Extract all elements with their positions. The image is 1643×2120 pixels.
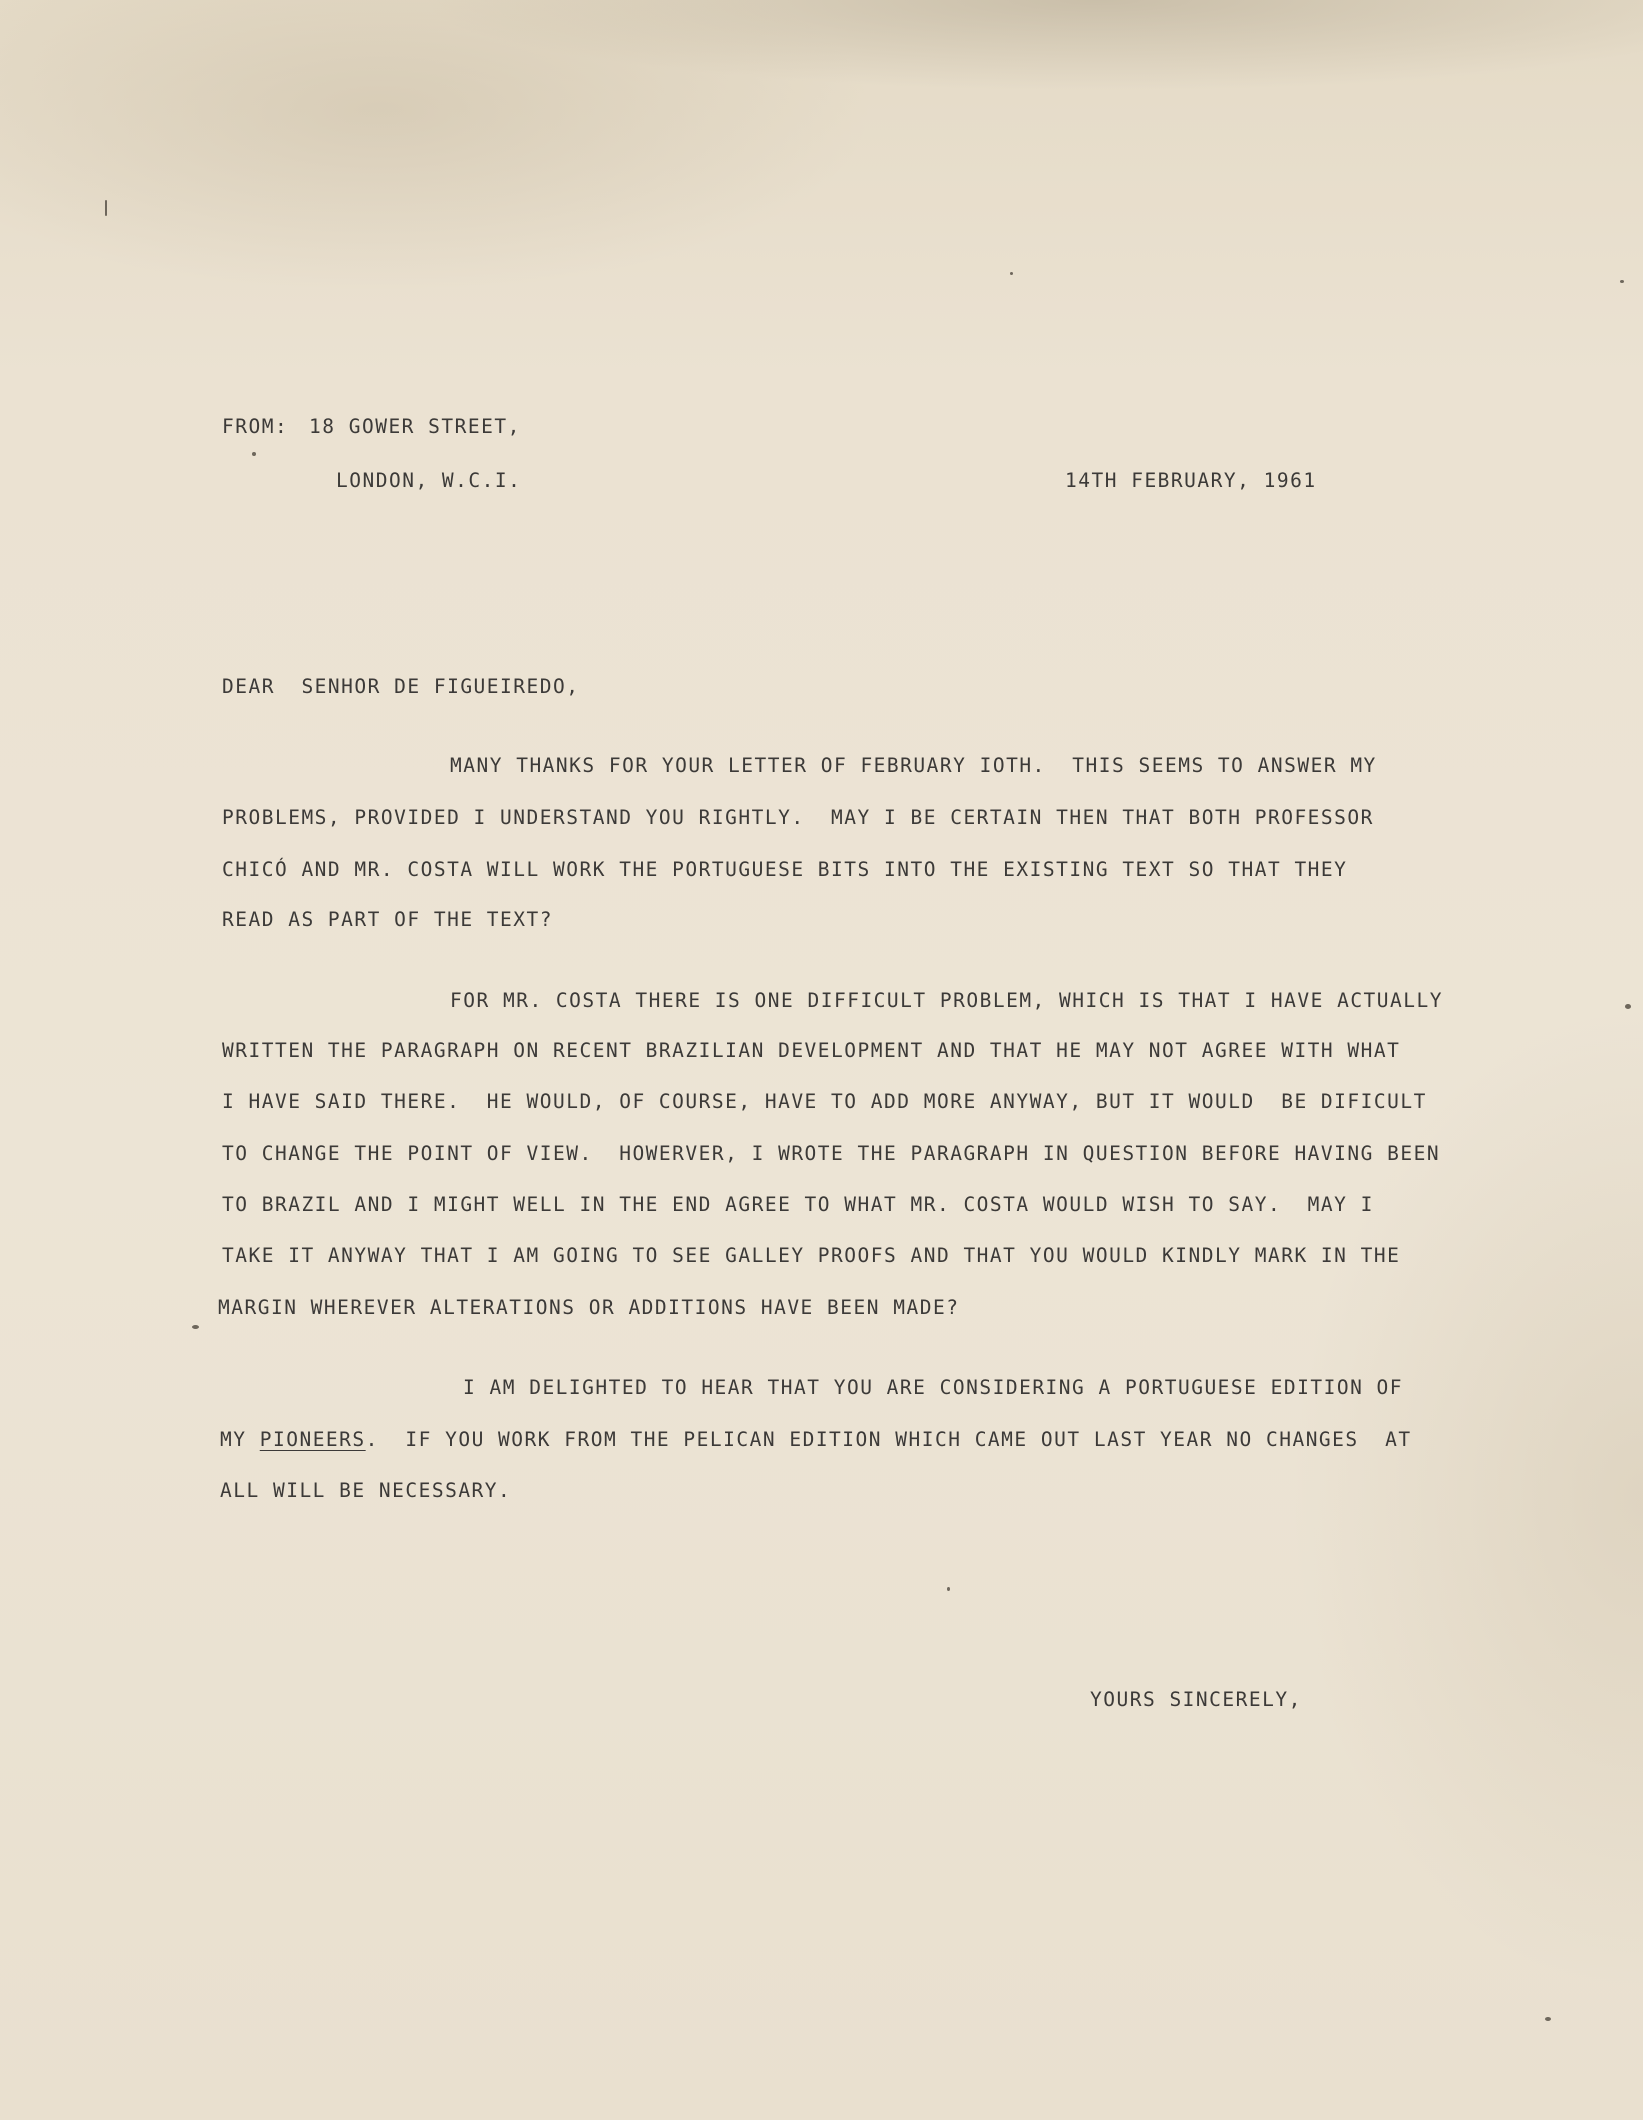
paragraph-2-line: I HAVE SAID THERE. HE WOULD, OF COURSE, HAVE TO ADD MORE ANYWAY, BUT IT WOULD BE DIFICULT bbox=[222, 1090, 1427, 1113]
closing: YOURS SINCERELY, bbox=[1090, 1688, 1302, 1711]
paper-speck bbox=[1545, 2017, 1551, 2021]
paragraph-3-line bbox=[220, 1430, 1412, 1450]
paragraph-1-line: MANY THANKS FOR YOUR LETTER OF FEBRUARY IOTH. THIS SEEMS TO ANSWER MY bbox=[450, 754, 1377, 777]
paragraph-3-line: I AM DELIGHTED TO HEAR THAT YOU ARE CONSIDERING A PORTUGUESE EDITION OF bbox=[463, 1376, 1404, 1399]
paper-speck bbox=[1010, 272, 1013, 275]
paper-speck bbox=[105, 200, 107, 216]
from-label: FROM: bbox=[222, 415, 289, 438]
paragraph-3-suffix: . IF YOU WORK FROM THE PELICAN EDITION WHICH CAME OUT LAST YEAR NO CHANGES AT bbox=[365, 1428, 1412, 1451]
book-title-pioneers: PIONEERS bbox=[259, 1428, 366, 1451]
paper-speck bbox=[1620, 280, 1624, 283]
paragraph-2-line: TO CHANGE THE POINT OF VIEW. HOWERVER, I WROTE THE PARAGRAPH IN QUESTION BEFORE HAVING BEEN bbox=[222, 1142, 1441, 1165]
paragraph-3-prefix: MY bbox=[220, 1428, 260, 1451]
paper-speck bbox=[1625, 1004, 1631, 1009]
paper-speck bbox=[192, 1325, 199, 1329]
paragraph-3-line: ALL WILL BE NECESSARY. bbox=[220, 1479, 512, 1502]
salutation: DEAR SENHOR DE FIGUEIREDO, bbox=[222, 675, 580, 698]
paragraph-2-line: FOR MR. COSTA THERE IS ONE DIFFICULT PROBLEM, WHICH IS THAT I HAVE ACTUALLY bbox=[450, 989, 1443, 1012]
paragraph-2-line: TO BRAZIL AND I MIGHT WELL IN THE END AGREE TO WHAT MR. COSTA WOULD WISH TO SAY. MAY I bbox=[222, 1193, 1374, 1216]
paragraph-2-line: WRITTEN THE PARAGRAPH ON RECENT BRAZILIAN DEVELOPMENT AND THAT HE MAY NOT AGREE WITH WHAT bbox=[222, 1039, 1401, 1062]
address-line-1: 18 GOWER STREET, bbox=[309, 415, 521, 438]
paragraph-1-line: PROBLEMS, PROVIDED I UNDERSTAND YOU RIGHTLY. MAY I BE CERTAIN THEN THAT BOTH PROFESSOR bbox=[222, 806, 1374, 829]
address-line-2: LONDON, W.C.I. bbox=[336, 469, 522, 492]
paragraph-2-line: TAKE IT ANYWAY THAT I AM GOING TO SEE GALLEY PROOFS AND THAT YOU WOULD KINDLY MARK IN THE bbox=[222, 1244, 1401, 1267]
letter-date: 14TH FEBRUARY, 1961 bbox=[1065, 469, 1317, 492]
paper-speck bbox=[252, 452, 256, 456]
paragraph-1-line: READ AS PART OF THE TEXT? bbox=[222, 908, 553, 931]
paragraph-2-line: MARGIN WHEREVER ALTERATIONS OR ADDITIONS HAVE BEEN MADE? bbox=[218, 1296, 960, 1319]
paragraph-1-line: CHICÓ AND MR. COSTA WILL WORK THE PORTUGUESE BITS INTO THE EXISTING TEXT SO THAT THEY bbox=[222, 858, 1348, 881]
paper-speck bbox=[947, 1587, 950, 1591]
